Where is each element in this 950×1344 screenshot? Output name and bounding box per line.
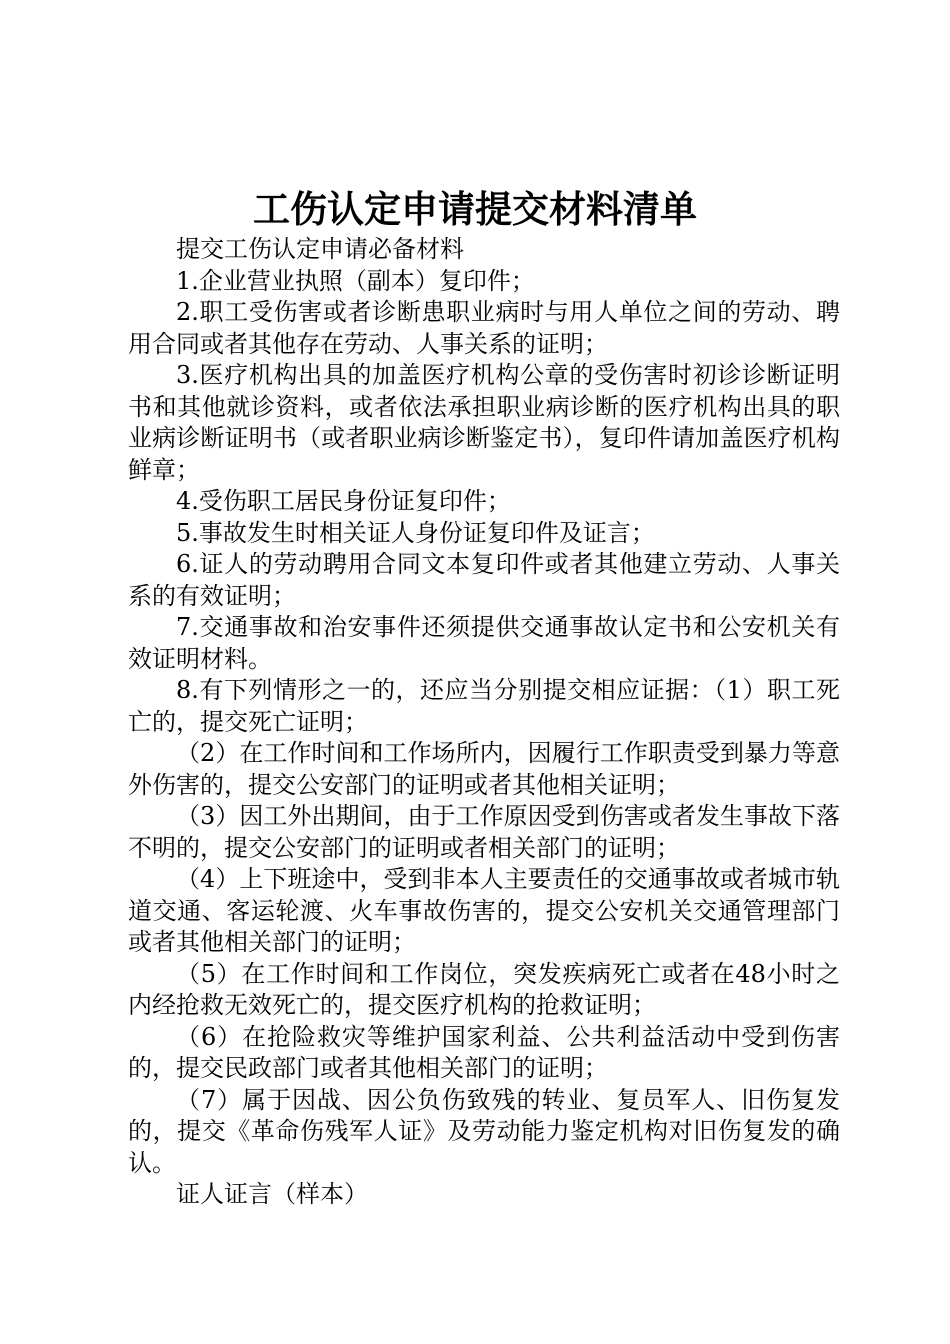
paragraph-case-6: （6）在抢险救灾等维护国家利益、公共利益活动中受到伤害的，提交民政部门或者其他相关部门的证明； [128,1022,840,1082]
paragraph-item-7: 7.交通事故和治安事件还须提供交通事故认定书和公安机关有效证明材料。 [128,613,840,673]
paragraph-item-8: 8.有下列情形之一的，还应当分别提交相应证据：（1）职工死亡的，提交死亡证明； [128,676,840,736]
paragraph-witness-statement-sample: 证人证言（样本） [176,1180,368,1208]
paragraph-item-4: 4.受伤职工居民身份证复印件； [176,487,511,515]
paragraph-required-materials-heading: 提交工伤认定申请必备材料 [176,235,464,263]
paragraph-item-3: 3.医疗机构出具的加盖医疗机构公章的受伤害时初诊诊断证明书和其他就诊资料，或者依法承担职业病诊断的医疗机构出具的职业病诊断证明书（或者职业病诊断鉴定书），复印件请加盖医疗机构鲜章； [128,361,840,484]
paragraph-item-6: 6.证人的劳动聘用合同文本复印件或者其他建立劳动、人事关系的有效证明； [128,550,840,610]
paragraph-item-1: 1.企业营业执照（副本）复印件； [176,266,535,295]
document-title: 工伤认定申请提交材料清单 [253,187,697,231]
paragraph-case-4: （4）上下班途中，受到非本人主要责任的交通事故或者城市轨道交通、客运轮渡、火车事故伤害的，提交公安机关交通管理部门或者其他相关部门的证明； [128,865,840,956]
document-body [128,234,840,1211]
paragraph-case-2: （2）在工作时间和工作场所内，因履行工作职责受到暴力等意外伤害的，提交公安部门的证明或者其他相关证明； [128,739,840,799]
paragraph-item-2: 2.职工受伤害或者诊断患职业病时与用人单位之间的劳动、聘用合同或者其他存在劳动、人事关系的证明； [128,298,840,358]
paragraph-case-3: （3）因工外出期间，由于工作原因受到伤害或者发生事故下落不明的，提交公安部门的证明或者相关部门的证明； [128,802,840,862]
paragraph-item-5: 5.事故发生时相关证人身份证复印件及证言； [176,518,655,547]
paragraph-case-5: （5）在工作时间和工作岗位，突发疾病死亡或者在48小时之内经抢救无效死亡的，提交医疗机构的抢救证明； [128,959,840,1019]
paragraph-case-7: （7）属于因战、因公负伤致残的转业、复员军人、旧伤复发的，提交《革命伤残军人证》及劳动能力鉴定机构对旧伤复发的确认。 [128,1085,840,1177]
